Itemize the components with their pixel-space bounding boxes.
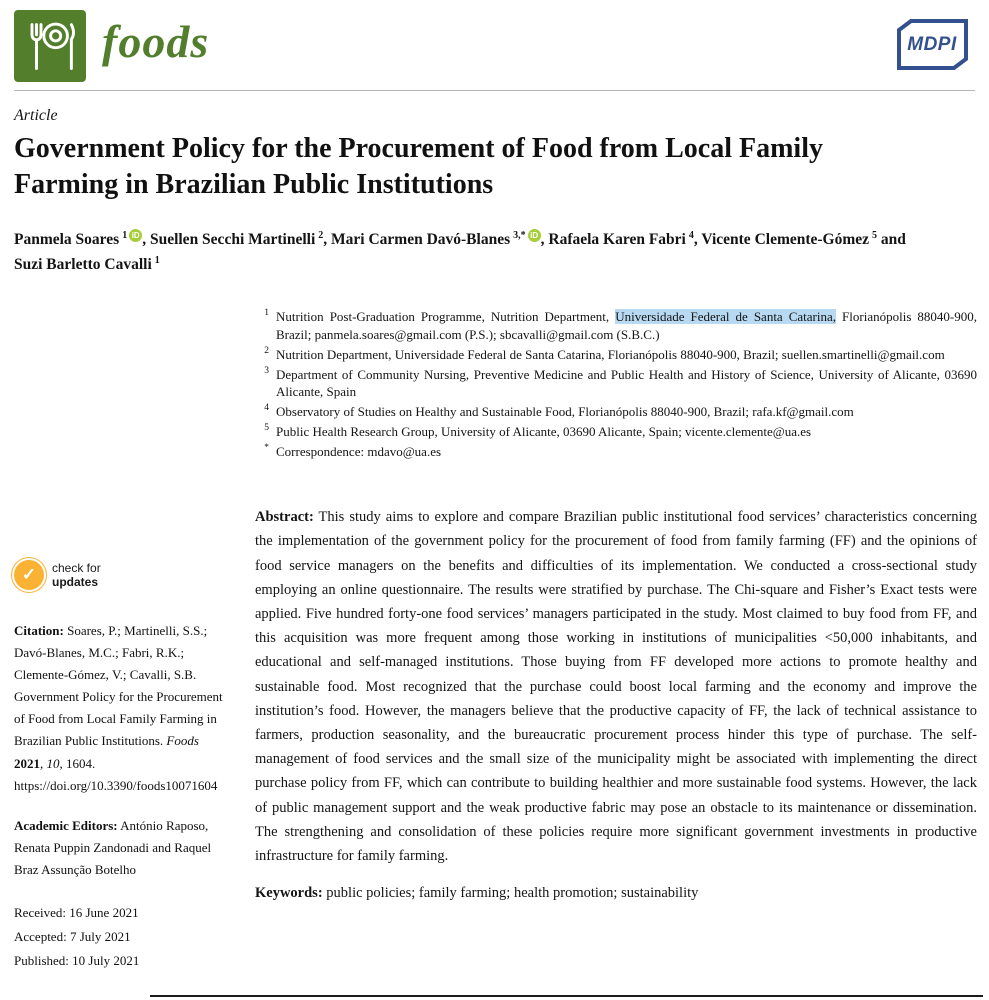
journal-name: foods <box>102 15 210 67</box>
author-affil-sup: 4 <box>688 229 694 241</box>
affiliation-text: Nutrition Department, Universidade Federal de Santa Catarina, Florianópolis 88040-900, Brazil; suellen.smartinelli@gmail.com <box>276 346 945 362</box>
citation-year: 2021 <box>14 755 40 771</box>
journal-brand[interactable] <box>14 10 209 82</box>
author-separator: , <box>540 230 549 248</box>
page-header <box>14 0 975 86</box>
author-list <box>14 228 924 278</box>
editors-names: António Raposo, Renata Puppin Zandonadi and Raquel Braz Assunção Botelho <box>14 817 212 877</box>
author-affil-sup: 3,* <box>513 229 526 241</box>
abstract-label: Abstract: <box>255 509 314 526</box>
author <box>331 231 548 248</box>
abstract-text: This study aims to explore and compare Brazilian public institutional food services’ characteristics concerning the implementation of the government policy for the procurement of food from family farming (FF) and the opinions of food service managers on the benefits and difficulties of its implementation. We conducted a cross-sectional study employing an online questionnaire. The results were stratified by purchase. The Chi-square and Fisher’s Exact tests were applied. Five hundred forty-one food services’ managers participated in the study. Most claimed to buy food from FF, and this acquisition was more frequent among those working in institutions of municipalities <50,000 inhabitants, and educational and self-managed institutions. Those buying from FF developed more actions to promote healthy and sustainable food. Most recognized that the purchase could boost local farming and the economy and improve the institution’s food. However, the managers believe that the productive capacity of FF, the lack of technical assistance to farmers, production seasonality, and the bureaucratic procurement process hinder this type of purchase. The self-management of food services and the small size of the municipality might be associated with implementing the direct purchase policy from FF, which can contribute to building healthier and more sustainable food systems. However, the lack of public management support and the weak productive fabric may pose an obstacle to its maintenance or dissemination. The strengthening and consolidation of these policies require more significant government investments in productive infrastructure for family farming. <box>255 509 977 865</box>
affiliations <box>255 308 977 462</box>
page-bottom-divider <box>150 995 983 997</box>
author-name: Rafaela Karen Fabri <box>548 230 686 248</box>
author-separator: , <box>323 230 332 248</box>
published-date: Published: 10 July 2021 <box>14 953 140 969</box>
author <box>548 231 701 248</box>
keywords-text: public policies; family farming; health promotion; sustainability <box>322 885 699 902</box>
author-affil-sup: 1 <box>122 229 128 241</box>
author-name: Vicente Clemente-Gómez <box>701 230 870 248</box>
affiliation-text: Department of Community Nursing, Preventive Medicine and Public Health and History of Science, University of Alicante, 03690 Alicante, Spain <box>276 366 977 400</box>
affiliation-row <box>255 443 977 461</box>
badge-line2: updates <box>52 575 99 589</box>
affiliation-row <box>255 403 977 421</box>
academic-editors <box>14 815 227 881</box>
affiliation-row <box>255 366 977 402</box>
author-name: Mari Carmen Davó-Blanes <box>331 230 511 248</box>
editors-label: Academic Editors: <box>14 817 118 833</box>
paper-title: Government Policy for the Procurement of Food from Local Family Farming in Brazilian Public Institutions <box>14 133 823 201</box>
affiliation-number: 3 <box>264 365 269 376</box>
author-name: Suzi Barletto Cavalli <box>14 255 152 273</box>
affiliation-number: * <box>264 443 269 454</box>
orcid-icon[interactable]: iD <box>528 229 541 242</box>
author-separator: and <box>877 230 906 248</box>
abstract <box>255 505 977 868</box>
author <box>14 256 160 273</box>
affiliation-number: 5 <box>264 423 269 434</box>
check-for-updates-badge[interactable] <box>14 560 101 590</box>
mdpi-label: MDPI <box>907 34 957 55</box>
header-divider <box>14 90 975 91</box>
affiliation-row <box>255 308 977 344</box>
affiliation-number: 1 <box>264 307 269 318</box>
article-type-label: Article <box>14 107 58 124</box>
author <box>14 231 150 248</box>
author-separator: , <box>693 230 702 248</box>
citation-text: Soares, P.; Martinelli, S.S.; Davó-Blanes, M.C.; Fabri, R.K.; Clemente-Gómez, V.; Cavalli, S.B. Government Policy for the Procurement of Food from Local Family Farming in Brazilian Public Institutions. <box>14 623 223 749</box>
author <box>701 231 906 248</box>
sidebar <box>14 560 227 973</box>
selection-highlight: Universidade Federal de Santa Catarina, <box>615 308 837 324</box>
affiliation-text: Public Health Research Group, University of Alicante, 03690 Alicante, Spain; vicente.clemente@ua.es <box>276 424 812 440</box>
author-affil-sup: 1 <box>154 254 160 266</box>
keywords-label: Keywords: <box>255 885 323 902</box>
keywords <box>255 885 977 902</box>
author-name: Suellen Secchi Martinelli <box>149 230 316 248</box>
author-affil-sup: 5 <box>872 229 878 241</box>
correspondence-text: Correspondence: mdavo@ua.es <box>276 444 442 460</box>
badge-text <box>52 561 101 590</box>
history-dates <box>14 901 227 973</box>
author-affil-sup: 2 <box>318 229 324 241</box>
affiliation-text: Nutrition Post-Graduation Programme, Nutrition Department, <box>276 308 616 324</box>
citation-volume: , 10 <box>40 755 60 771</box>
author-separator: , <box>142 230 150 248</box>
foods-logo-icon[interactable] <box>14 10 86 82</box>
accepted-date: Accepted: 7 July 2021 <box>14 929 131 945</box>
affiliation-text: Observatory of Studies on Healthy and Sustainable Food, Florianópolis 88040-900, Brazil; rafa.kf@gmail.com <box>276 404 854 420</box>
badge-line1: check for <box>52 560 101 575</box>
affiliation-number: 4 <box>264 403 269 414</box>
affiliation-text: Florianópolis 88040-900, Brazil; panmela.soares@gmail.com (P.S.); sbcavalli@gmail.com (S.B.C.) <box>276 308 977 342</box>
received-date: Received: 16 June 2021 <box>14 905 139 921</box>
author <box>150 231 331 248</box>
affiliation-number: 2 <box>264 345 269 356</box>
orcid-icon[interactable]: iD <box>129 229 142 242</box>
check-icon: ✓ <box>14 560 44 590</box>
mdpi-logo[interactable] <box>889 14 975 76</box>
citation-journal: Foods <box>166 733 199 749</box>
citation-label: Citation: <box>14 623 64 638</box>
citation <box>14 620 227 797</box>
cutlery-plate-icon <box>23 19 77 73</box>
citation-page: , 1604. <box>59 755 96 771</box>
affiliation-row <box>255 346 977 364</box>
author-name: Panmela Soares <box>14 230 120 248</box>
affiliation-row <box>255 423 977 441</box>
doi-link[interactable]: https://doi.org/10.3390/foods10071604 <box>14 777 218 793</box>
